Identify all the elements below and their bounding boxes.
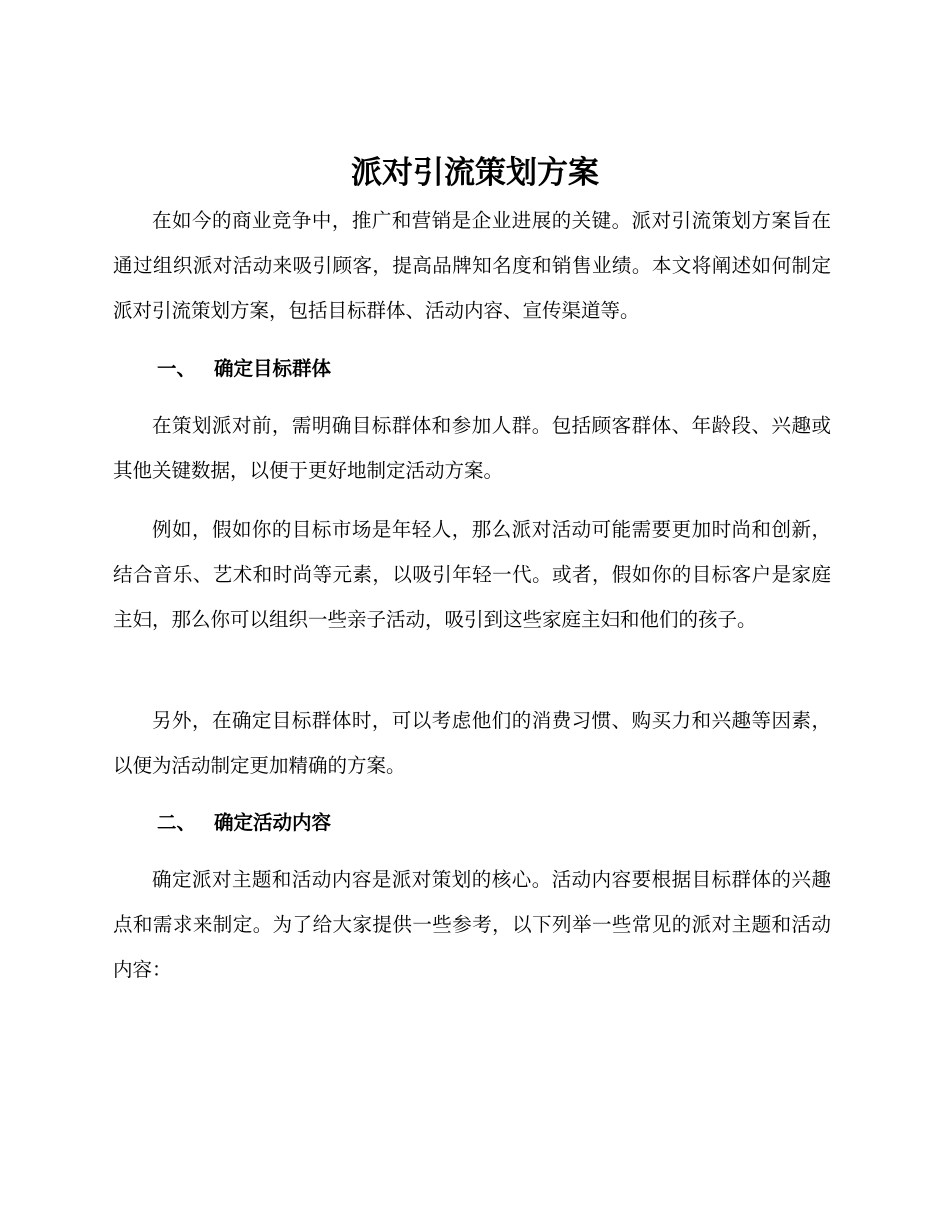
section-heading-text: 确定活动内容 <box>214 811 332 834</box>
section-heading-activity-content <box>157 808 831 838</box>
section-heading-target-audience <box>157 354 831 384</box>
intro-paragraph: 在如今的商业竞争中，推广和营销是企业进展的关键。派对引流策划方案旨在通过组织派对活动来吸引顾客，提高品牌知名度和销售业绩。本文将阐述如何制定派对引流策划方案，包括目标群体、活动内容、宣传渠道等。 <box>113 209 831 322</box>
section-number: 一、 <box>157 357 197 380</box>
section-heading-text: 确定目标群体 <box>214 357 332 380</box>
document-title: 派对引流策划方案 <box>351 155 599 191</box>
section2-paragraph-1: 确定派对主题和活动内容是派对策划的核心。活动内容要根据目标群体的兴趣点和需求来制定。为了给大家提供一些参考，以下列举一些常见的派对主题和活动内容： <box>113 868 831 981</box>
section1-paragraph-3: 另外，在确定目标群体时，可以考虑他们的消费习惯、购买力和兴趣等因素，以便为活动制定更加精确的方案。 <box>113 709 831 777</box>
section1-paragraph-2: 例如，假如你的目标市场是年轻人，那么派对活动可能需要更加时尚和创新，结合音乐、艺术和时尚等元素，以吸引年轻一代。或者，假如你的目标客户是家庭主妇，那么你可以组织一些亲子活动，吸引到这些家庭主妇和他们的孩子。 <box>113 518 831 631</box>
section-number: 二、 <box>157 811 197 834</box>
section1-paragraph-1: 在策划派对前，需明确目标群体和参加人群。包括顾客群体、年龄段、兴趣或其他关键数据，以便于更好地制定活动方案。 <box>113 414 831 482</box>
